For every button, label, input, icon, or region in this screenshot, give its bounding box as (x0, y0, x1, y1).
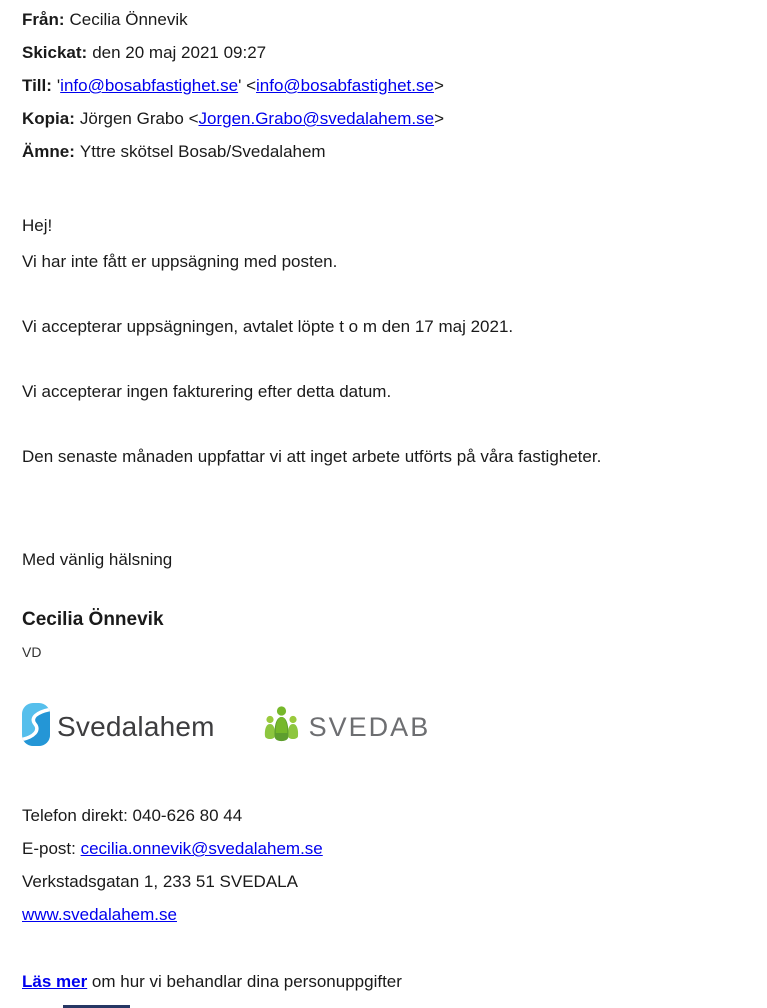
logo-row (22, 699, 767, 755)
email-signature (22, 606, 767, 1000)
website-link[interactable]: www.svedalahem.se (22, 905, 177, 924)
from-value: Cecilia Önnevik (69, 10, 188, 29)
subject-value: Yttre skötsel Bosab/Svedalahem (79, 142, 326, 161)
signature-job-title: VD (22, 644, 42, 660)
subject-line (22, 135, 767, 168)
header-body-gap (22, 168, 767, 208)
body-paragraph: Vi accepterar uppsägningen, avtalet löpte t o m den 17 maj 2021. (22, 317, 514, 336)
svedab-logo-icon (263, 704, 300, 751)
to-separator: ' < (238, 76, 257, 95)
cc-address-link[interactable]: Jorgen.Grabo@svedalahem.se (198, 109, 435, 128)
svedalahem-logo (22, 703, 215, 751)
email-label: E-post: (22, 839, 76, 858)
closing-text: Med vänlig hälsning (22, 550, 173, 569)
cc-line (22, 102, 767, 135)
from-line (22, 3, 767, 36)
body-paragraph: Vi har inte fått er uppsägning med posten. (22, 252, 338, 271)
website-line (22, 898, 767, 931)
greeting-text: Hej! (22, 216, 53, 235)
contact-block (22, 799, 767, 931)
gdpr-line (22, 964, 767, 1000)
subject-label: Ämne: (22, 142, 75, 161)
to-label: Till: (22, 76, 52, 95)
gdpr-read-more-link[interactable]: Läs mer (22, 972, 88, 991)
email-header (22, 3, 767, 168)
to-quote-open: ' (56, 76, 61, 95)
gdpr-text: om hur vi behandlar dina personuppgifter (87, 972, 402, 991)
sent-line (22, 36, 767, 69)
address-line: Verkstadsgatan 1, 233 51 SVEDALA (22, 872, 298, 891)
svedalahem-logo-text: Svedalahem (57, 711, 215, 742)
to-bracket-close: > (433, 76, 444, 95)
from-label: Från: (22, 10, 65, 29)
body-paragraph: Vi accepterar ingen fakturering efter detta datum. (22, 382, 392, 401)
cc-label: Kopia: (22, 109, 75, 128)
sent-label: Skickat: (22, 43, 88, 62)
svedalahem-logo-icon (22, 703, 50, 751)
svedab-logo (263, 704, 431, 751)
to-line (22, 69, 767, 102)
phone-line: Telefon direkt: 040-626 80 44 (22, 806, 243, 825)
cc-bracket-close: > (434, 109, 444, 128)
sent-value: den 20 maj 2021 09:27 (92, 43, 267, 62)
email-address-link[interactable]: cecilia.onnevik@svedalahem.se (80, 839, 323, 858)
to-address-link-2[interactable]: info@bosabfastighet.se (256, 76, 434, 95)
email-body (22, 208, 767, 578)
to-address-link-1[interactable]: info@bosabfastighet.se (60, 76, 239, 95)
cc-name: Jörgen Grabo < (79, 109, 199, 128)
email-line (22, 832, 767, 865)
signature-name: Cecilia Önnevik (22, 609, 164, 630)
svedab-logo-text: SVEDAB (308, 711, 431, 742)
body-paragraph: Den senaste månaden uppfattar vi att inget arbete utförts på våra fastigheter. (22, 447, 602, 466)
